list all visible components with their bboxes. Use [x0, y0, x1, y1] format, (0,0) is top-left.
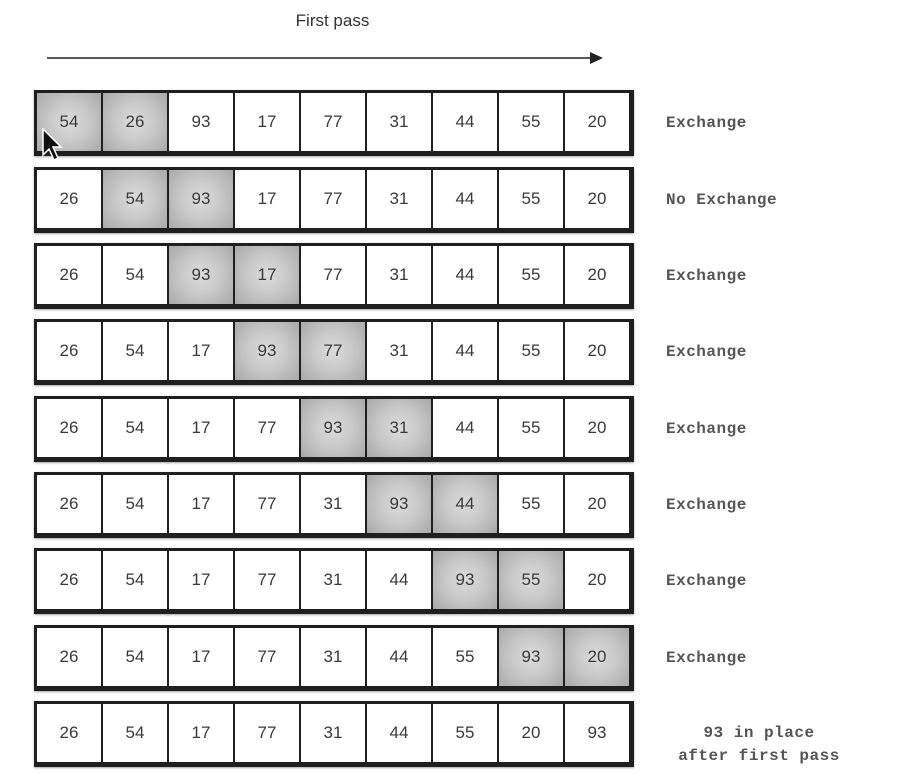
array-cell: 17	[169, 704, 233, 762]
array-cell: 93	[499, 628, 563, 686]
array-cell: 26	[37, 399, 101, 457]
array-cell: 26	[37, 704, 101, 762]
array-cell: 31	[367, 246, 431, 304]
array-cell: 93	[301, 399, 365, 457]
array-cell: 31	[301, 475, 365, 533]
array-cell: 54	[103, 399, 167, 457]
array-cell: 17	[235, 170, 299, 228]
array-cell: 54	[103, 246, 167, 304]
array-cell: 26	[37, 170, 101, 228]
array-cell: 55	[499, 551, 563, 609]
row-label-1: Exchange	[666, 114, 747, 132]
array-cell: 93	[565, 704, 629, 762]
row-label-2: No Exchange	[666, 191, 778, 209]
mouse-pointer-icon	[42, 128, 66, 162]
array-row-7	[34, 548, 634, 614]
array-cell: 55	[433, 704, 497, 762]
array-cell: 31	[301, 704, 365, 762]
array-cell: 26	[37, 475, 101, 533]
array-cell: 20	[565, 246, 629, 304]
array-cell: 17	[169, 322, 233, 380]
array-cell: 54	[37, 93, 101, 151]
array-cell: 77	[301, 170, 365, 228]
array-row-2	[34, 167, 634, 233]
array-cell: 31	[367, 93, 431, 151]
array-cell: 20	[565, 551, 629, 609]
array-cell: 17	[169, 551, 233, 609]
array-cell: 77	[301, 93, 365, 151]
array-row-8	[34, 625, 634, 691]
array-cell: 31	[367, 322, 431, 380]
array-cell: 31	[301, 551, 365, 609]
row-label-9: 93 in place after first pass	[678, 724, 840, 765]
array-cell: 55	[499, 93, 563, 151]
array-cell: 77	[301, 322, 365, 380]
array-cell: 93	[169, 170, 233, 228]
array-cell: 55	[499, 246, 563, 304]
array-cell: 20	[565, 399, 629, 457]
array-cell: 54	[103, 704, 167, 762]
array-cell: 20	[499, 704, 563, 762]
array-cell: 54	[103, 322, 167, 380]
array-cell: 93	[433, 551, 497, 609]
array-cell: 44	[367, 551, 431, 609]
array-row-4	[34, 319, 634, 385]
array-cell: 55	[499, 475, 563, 533]
array-cell: 54	[103, 170, 167, 228]
array-cell: 93	[169, 246, 233, 304]
array-cell: 77	[235, 475, 299, 533]
array-cell: 26	[37, 551, 101, 609]
array-cell: 44	[433, 246, 497, 304]
row-label-5: Exchange	[666, 420, 747, 438]
array-cell: 54	[103, 628, 167, 686]
array-cell: 44	[433, 399, 497, 457]
array-cell: 17	[169, 475, 233, 533]
array-cell: 26	[37, 322, 101, 380]
diagram-title: First pass	[295, 11, 370, 30]
array-row-6	[34, 472, 634, 538]
array-cell: 55	[433, 628, 497, 686]
array-cell: 31	[367, 399, 431, 457]
array-cell: 77	[235, 704, 299, 762]
array-cell: 17	[235, 246, 299, 304]
array-cell: 44	[433, 170, 497, 228]
array-cell: 44	[433, 93, 497, 151]
array-cell: 26	[37, 246, 101, 304]
row-label-3: Exchange	[666, 267, 747, 285]
array-cell: 20	[565, 475, 629, 533]
array-cell: 54	[103, 551, 167, 609]
array-cell: 17	[235, 93, 299, 151]
array-cell: 55	[499, 170, 563, 228]
array-cell: 77	[235, 628, 299, 686]
array-cell: 77	[301, 246, 365, 304]
row-label-8: Exchange	[666, 649, 747, 667]
array-cell: 31	[301, 628, 365, 686]
array-cell: 20	[565, 628, 629, 686]
array-cell: 93	[169, 93, 233, 151]
row-label-4: Exchange	[666, 343, 747, 361]
array-cell: 17	[169, 628, 233, 686]
right-arrow-icon	[47, 48, 607, 68]
array-cell: 55	[499, 399, 563, 457]
array-cell: 93	[235, 322, 299, 380]
array-cell: 44	[367, 704, 431, 762]
array-cell: 20	[565, 322, 629, 380]
array-cell: 77	[235, 399, 299, 457]
array-row-9	[34, 701, 634, 767]
row-label-7: Exchange	[666, 572, 747, 590]
array-cell: 44	[433, 475, 497, 533]
array-cell: 31	[367, 170, 431, 228]
array-cell: 77	[235, 551, 299, 609]
array-row-3	[34, 243, 634, 309]
array-cell: 20	[565, 170, 629, 228]
array-cell: 26	[37, 628, 101, 686]
array-cell: 20	[565, 93, 629, 151]
array-cell: 44	[433, 322, 497, 380]
array-row-1	[34, 90, 634, 156]
array-cell: 17	[169, 399, 233, 457]
array-cell: 93	[367, 475, 431, 533]
array-cell: 54	[103, 475, 167, 533]
array-row-5	[34, 396, 634, 462]
array-cell: 26	[103, 93, 167, 151]
array-cell: 55	[499, 322, 563, 380]
array-cell: 44	[367, 628, 431, 686]
row-label-6: Exchange	[666, 496, 747, 514]
